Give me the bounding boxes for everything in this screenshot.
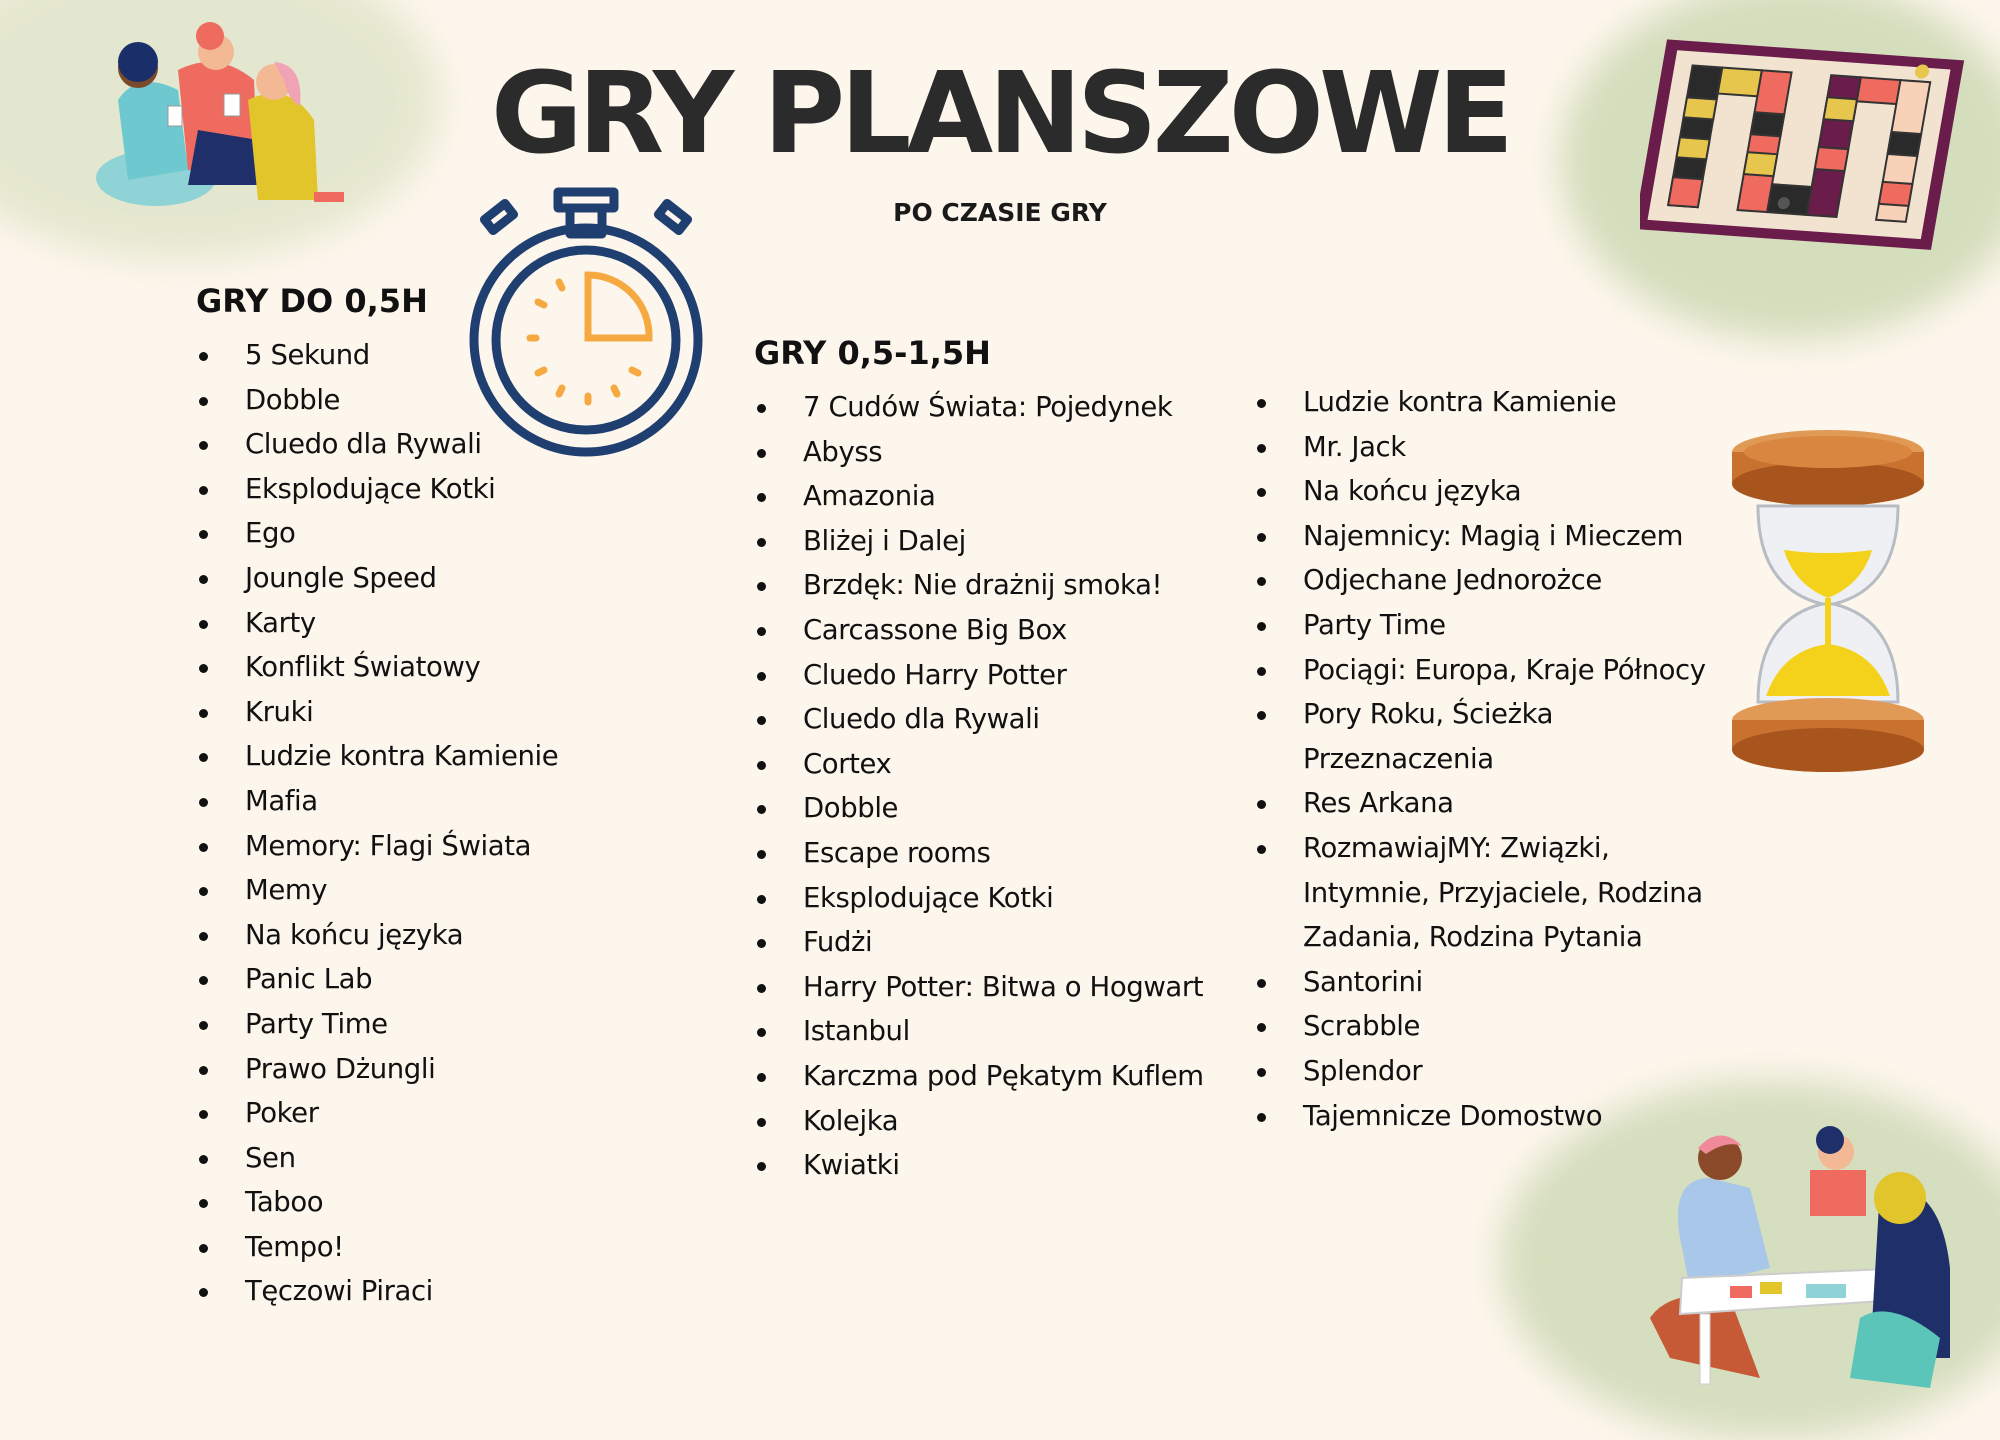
list-item: Bliżej i Dalej: [754, 519, 1204, 564]
list-item: Ego: [196, 511, 558, 556]
list-item: Joungle Speed: [196, 556, 558, 601]
heading-medium-games: GRY 0,5-1,5H: [754, 334, 991, 372]
people-playing-cards-illustration: [78, 10, 358, 220]
list-item: Ludzie kontra Kamienie: [1254, 380, 1706, 425]
list-short-games: [196, 333, 558, 1314]
list-item: Kolejka: [754, 1099, 1204, 1144]
list-item: Santorini: [1254, 960, 1706, 1005]
list-item: Cluedo Harry Potter: [754, 653, 1204, 698]
list-item: Kwiatki: [754, 1143, 1204, 1188]
list-medium-games-continued: [1254, 380, 1706, 1138]
list-item: Eksplodujące Kotki: [196, 467, 558, 512]
list-item: Cluedo dla Rywali: [196, 422, 558, 467]
list-item: Escape rooms: [754, 831, 1204, 876]
list-item: RozmawiajMY: Związki,: [1254, 826, 1706, 871]
list-item: Tempo!: [196, 1225, 558, 1270]
board-game-illustration: [1640, 36, 1990, 266]
list-item: Istanbul: [754, 1009, 1204, 1054]
list-item: Dobble: [754, 786, 1204, 831]
list-item: Splendor: [1254, 1049, 1706, 1094]
list-item-continuation: Intymnie, Przyjaciele, Rodzina: [1303, 876, 1703, 909]
list-item: Pociągi: Europa, Kraje Północy: [1254, 648, 1706, 693]
list-item: Najemnicy: Magią i Mieczem: [1254, 514, 1706, 559]
list-item: Prawo Dżungli: [196, 1047, 558, 1092]
list-item: Konflikt Światowy: [196, 645, 558, 690]
list-item: Na końcu języka: [1254, 469, 1706, 514]
list-item: Harry Potter: Bitwa o Hogwart: [754, 965, 1204, 1010]
page-subtitle: PO CZASIE GRY: [893, 198, 1107, 227]
list-item: Poker: [196, 1091, 558, 1136]
list-item-continuation: Przeznaczenia: [1303, 742, 1494, 775]
list-item: Tęczowi Piraci: [196, 1269, 558, 1314]
list-item: Karczma pod Pękatym Kuflem: [754, 1054, 1204, 1099]
list-item: Memy: [196, 868, 558, 913]
list-item: Abyss: [754, 430, 1204, 475]
list-item: Dobble: [196, 378, 558, 423]
list-item: Brzdęk: Nie drażnij smoka!: [754, 563, 1204, 608]
people-playing-board-game-illustration: [1610, 1118, 1970, 1398]
list-item: Cluedo dla Rywali: [754, 697, 1204, 742]
heading-short-games: GRY DO 0,5H: [196, 282, 428, 320]
list-item: Carcassone Big Box: [754, 608, 1204, 653]
list-item: Taboo: [196, 1180, 558, 1225]
list-item: Party Time: [1254, 603, 1706, 648]
list-item-continuation: Zadania, Rodzina Pytania: [1303, 921, 1643, 954]
list-item: Karty: [196, 601, 558, 646]
list-item: Scrabble: [1254, 1004, 1706, 1049]
hourglass-icon: [1722, 428, 1934, 774]
page-title: GRY PLANSZOWE: [490, 49, 1510, 179]
list-item: 7 Cudów Świata: Pojedynek: [754, 385, 1204, 430]
list-item: Panic Lab: [196, 957, 558, 1002]
list-item: Tajemnicze Domostwo: [1254, 1094, 1706, 1139]
list-item: Pory Roku, Ścieżka: [1254, 692, 1706, 737]
list-item: Sen: [196, 1136, 558, 1181]
list-item: Memory: Flagi Świata: [196, 824, 558, 869]
list-item: Mafia: [196, 779, 558, 824]
list-item: Mr. Jack: [1254, 425, 1706, 470]
list-item: Party Time: [196, 1002, 558, 1047]
list-item: Kruki: [196, 690, 558, 735]
list-item: Na końcu języka: [196, 913, 558, 958]
list-medium-games: [754, 385, 1204, 1188]
stopwatch-icon: [466, 180, 706, 470]
list-item: Res Arkana: [1254, 781, 1706, 826]
list-item: Eksplodujące Kotki: [754, 876, 1204, 921]
list-item: Odjechane Jednorożce: [1254, 558, 1706, 603]
list-item: Amazonia: [754, 474, 1204, 519]
list-item: Fudżi: [754, 920, 1204, 965]
list-item: Ludzie kontra Kamienie: [196, 734, 558, 779]
list-item: 5 Sekund: [196, 333, 558, 378]
list-item: Cortex: [754, 742, 1204, 787]
